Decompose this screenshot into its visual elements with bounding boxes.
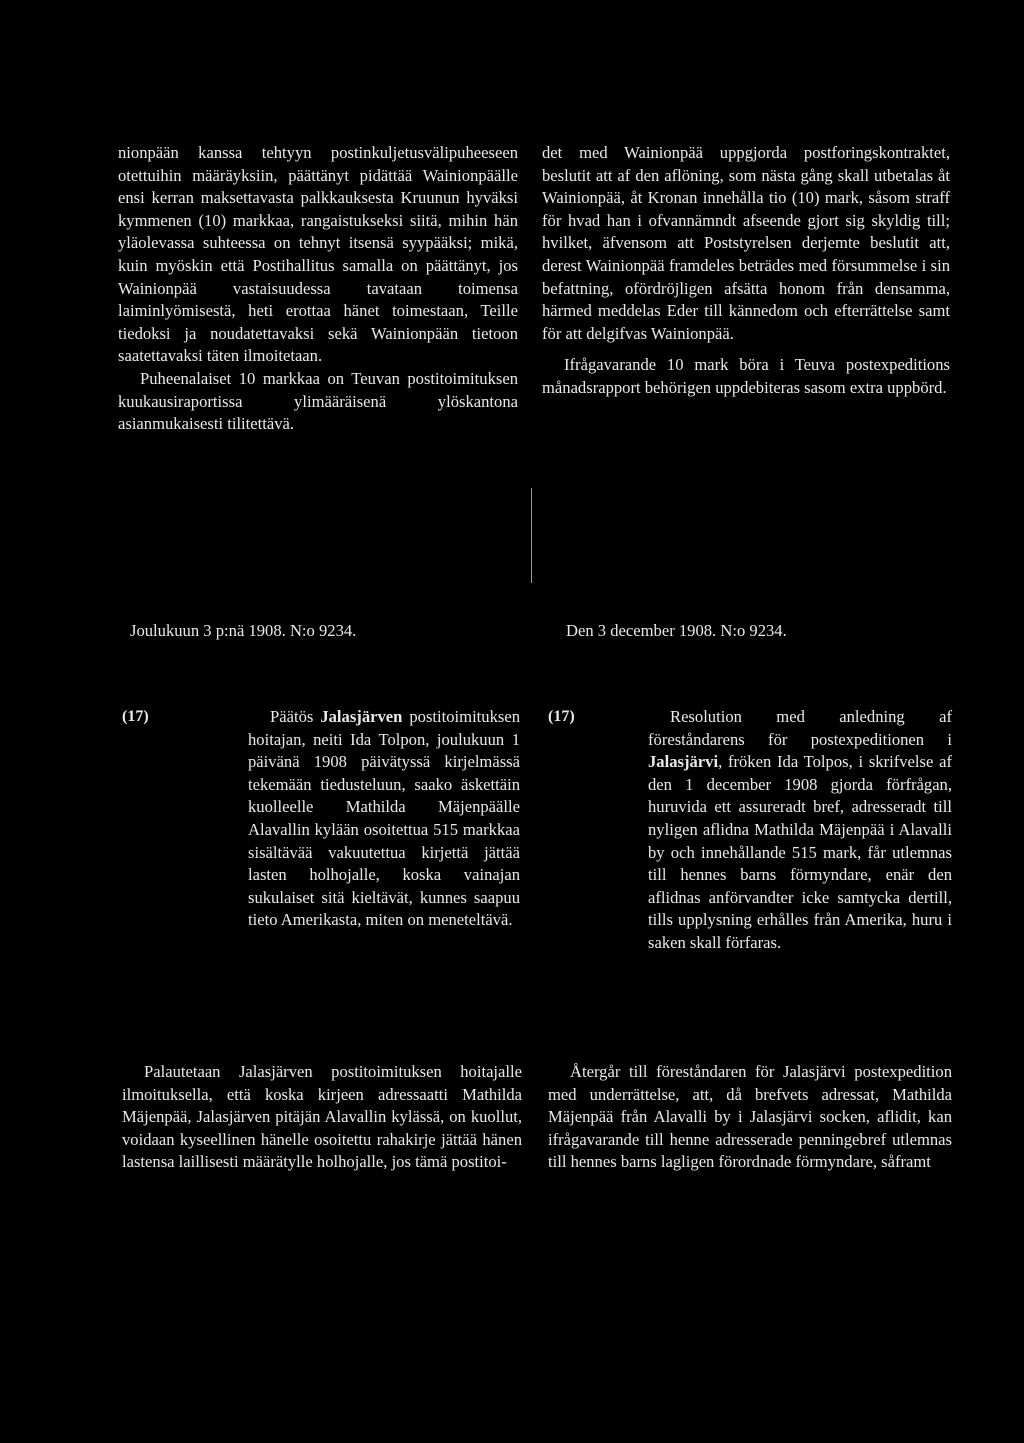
finnish-paragraph-2: Puheenalaiset 10 markkaa on Teuvan postitoimituksen kuukausiraportissa ylimääräisenä ylöskantona asianmukaisesti tilitettävä. xyxy=(118,368,518,434)
finnish-decision xyxy=(122,1061,522,1174)
swedish-case-heading xyxy=(648,706,952,955)
column-divider xyxy=(531,488,532,583)
finnish-case-text-rest: postitoimituksen hoitajan, neiti Ida Tolpon, joulukuun 1 päivänä 1908 päivätyssä kirjelmässä tekemään tiedusteluun, saako äskettäin kuolleelle Mathilda Mäjenpäälle Alavallin kylään osoitettua 515 markkaa sisältävää vakuutettua kirjettä jättää lasten holhojalle, koska vainajan sukulaiset sitä kieltävät, kunnes saapuu tieto Amerikasta, miten on meneteltävä. xyxy=(248,707,520,930)
swedish-paragraph-2: Ifrågavarande 10 mark böra i Teuva postexpeditions månadsrapport behörigen uppdebiteras sasom extra uppbörd. xyxy=(542,355,950,397)
case-number-finnish: (17) xyxy=(122,708,149,725)
date-finnish: Joulukuun 3 p:nä 1908. N:o 9234. xyxy=(130,621,357,640)
swedish-case-text-rest: , fröken Ida Tolpos, i skrifvelse af den 1 december 1908 gjorda förfrågan, huruvida ett assureradt bref, adresseradt till nyligen aflidna Mathilda Mäjenpää i Alavalli by och innehållande 515 mark, får utlemnas till hennes barns förmyndare, enär den aflidnas anförvandter icke samtycka dertill, tills upplysning erhålles från Amerika, huru i saken skall förfaras. xyxy=(648,752,952,952)
swedish-case-text-start: Resolution med anledning af föreståndarens för postexpeditionen i xyxy=(648,707,952,749)
swedish-decision xyxy=(548,1061,952,1174)
finnish-case-text-start: Päätös xyxy=(270,707,321,726)
swedish-case-place: Jalasjärvi xyxy=(648,752,719,772)
finnish-case-heading xyxy=(248,706,520,932)
swedish-paragraph: det med Wainionpää uppgjorda postforingskontraktet, beslutit att af den aflöning, som nästa gång skall utbetalas åt Wainionpää, åt Kronan innehålla tio (10) mark, såsom straff för hvad han i ofvannämndt afseende gjort sig skyldig till; hvilket, äfvensom att Poststyrelsen derjemte beslutit att, derest Wainionpää framdeles beträdes med försummelse i sin befattning, ofördröjligen afsätta honom från densamma, härmed meddelas Eder till kännedom och efterrättelse samt för att delgifvas Wainionpää. xyxy=(542,143,950,343)
swedish-decision-text: Återgår till föreståndaren för Jalasjärvi postexpedition med underrättelse, att, då brefvets adressat, Mathilda Mäjenpää från Alavalli by i Jalasjärvi socken, aflidit, kan ifrågavarande till henne adresserade penningebref utlemnas till hennes barns lagligen förordnade förmyndare, såframt xyxy=(548,1062,952,1172)
case-number-swedish: (17) xyxy=(548,708,575,725)
finnish-case-place: Jalasjärven xyxy=(320,707,403,726)
swedish-column-top xyxy=(542,142,950,400)
swedish-case-text xyxy=(648,706,952,955)
finnish-case-text xyxy=(248,706,520,932)
date-swedish: Den 3 december 1908. N:o 9234. xyxy=(566,621,787,640)
finnish-paragraph: nionpään kanssa tehtyyn postinkuljetusvälipuheeseen otettuihin määräyksiin, päättänyt pidättää Wainionpäälle ensi kerran maksettavasta palkkauksesta Kruunun hyväksi kymmenen (10) markkaa, rangaistukseksi siitä, mihin hän yläolevassa suhteessa on tehnyt itsensä syypääksi; mikä, kuin myöskin että Postihallitus samalla on päättänyt, jos Wainionpää vastaisuudessa tavataan toimensa laiminlyömisestä, heti erottaa hänet toimestaan, Teille tiedoksi ja noudatettavaksi sekä Wainionpään tietoon saatettavaksi täten ilmoitetaan. xyxy=(118,143,518,366)
finnish-decision-text: Palautetaan Jalasjärven postitoimituksen hoitajalle ilmoituksella, että koska kirjeen adressaatti Mathilda Mäjenpää, Jalasjärven pitäjän Alavallin kylässä, on kuollut, voidaan kyseellinen hänelle osoitettu rahakirje jättää hänen lastensa laillisesti määrätylle holhojalle, jos tämä postitoi- xyxy=(122,1062,522,1172)
finnish-column-top xyxy=(118,142,518,436)
